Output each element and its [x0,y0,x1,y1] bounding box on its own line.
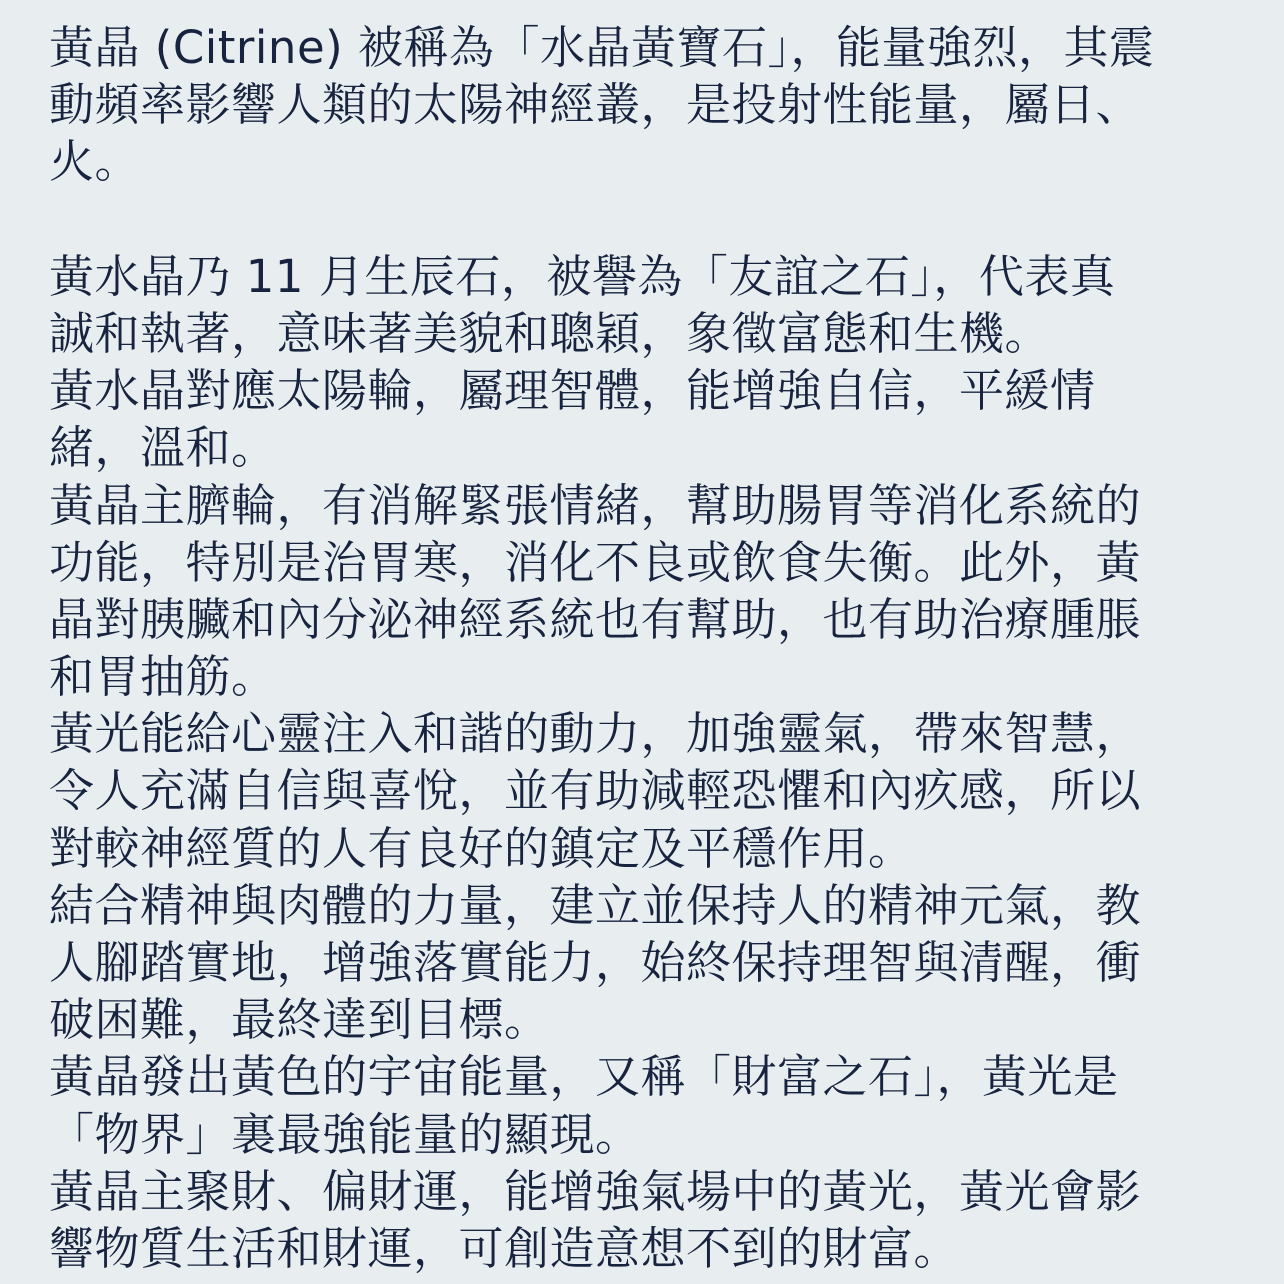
text-line: 黃水晶乃 11 月生辰石，被譽為「友誼之石」，代表真 [49,249,1116,303]
text-line: 黃晶主聚財、偏財運，能增強氣場中的黃光，黃光會影 [49,1164,1142,1218]
text-line: 黃晶發出黃色的宇宙能量，又稱「財富之石」，黃光是 [49,1050,1119,1104]
paragraph-intro [49,19,1248,191]
text-line: 黃晶 (Citrine) 被稱為「水晶黃寶石」，能量強烈，其震 [49,21,1155,74]
paragraph-body [49,248,1248,1277]
text-line: 黃晶主臍輪，有消解緊張情緒，幫助腸胃等消化系統的 [49,478,1142,532]
text-line: 功能，特別是治胃寒，消化不良或飲食失衡。此外，黃 [49,535,1142,589]
text-line: 響物質生活和財運，可創造意想不到的財富。 [49,1221,960,1275]
text-line: 「物界」裏最強能量的顯現。 [49,1107,641,1161]
text-line: 對較神經質的人有良好的鎮定及平穩作用。 [49,821,914,875]
text-line: 令人充滿自信與喜悅，並有助減輕恐懼和內疚感，所以 [49,764,1142,818]
text-line: 和胃抽筋。 [49,650,277,704]
text-line: 黃水晶對應太陽輪，屬理智體，能增強自信，平緩情 [49,364,1096,418]
text-line: 火。 [49,135,141,189]
text-line: 動頻率影響人類的太陽神經叢，是投射性能量，屬日、 [49,78,1142,132]
text-line: 人腳踏實地，增強落實能力，始終保持理智與清醒，衝 [49,936,1142,989]
text-line: 結合精神與肉體的力量，建立並保持人的精神元氣，教 [49,878,1142,932]
paragraph-spacer [49,191,1248,248]
text-line: 破困難，最終達到目標。 [49,993,550,1047]
text-line: 緒，溫和。 [49,421,277,475]
text-line: 黃光能給心靈注入和諧的動力，加強靈氣，帶來智慧， [49,707,1142,761]
text-line: 晶對胰臟和內分泌神經系統也有幫助，也有助治療腫脹 [49,592,1142,646]
text-line: 誠和執著，意味著美貌和聰穎，象徵富態和生機。 [49,306,1051,360]
